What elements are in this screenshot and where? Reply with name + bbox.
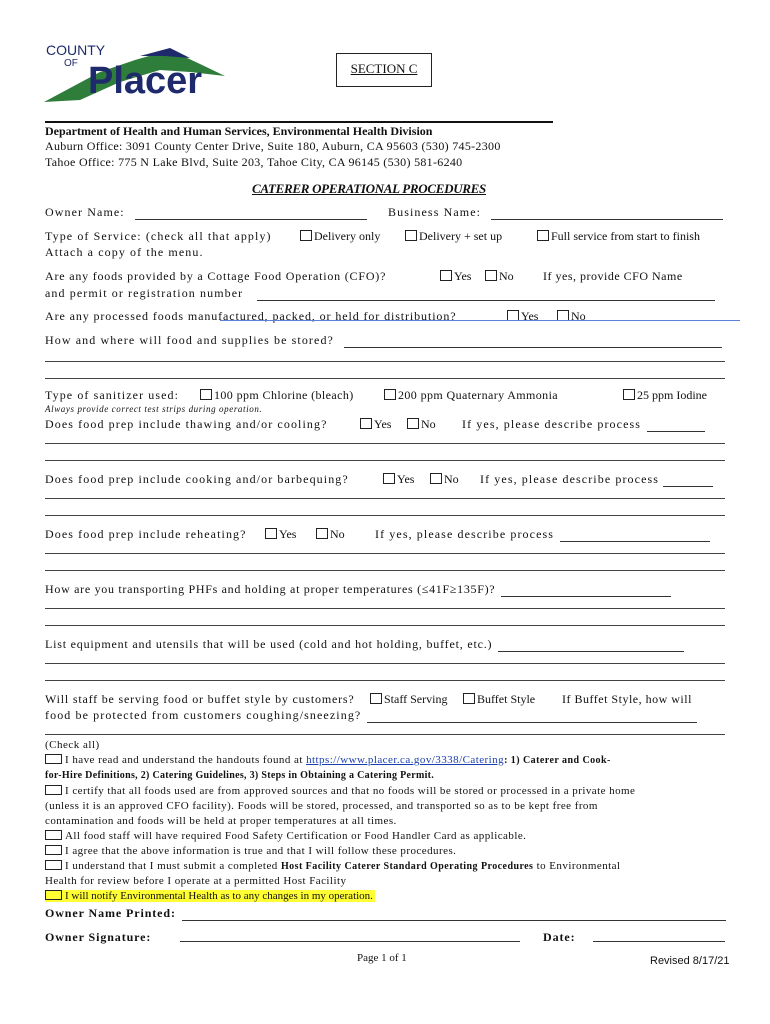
- cfo-permit-row: [45, 286, 715, 301]
- logo-of-text: OF: [64, 58, 78, 69]
- option-label: 100 ppm Chlorine (bleach): [214, 388, 354, 402]
- cook-describe-row: [480, 472, 713, 487]
- option-label: Yes: [279, 527, 297, 541]
- storage-row: [45, 333, 722, 348]
- revised-date: Revised 8/17/21: [650, 955, 730, 967]
- service-delivery-setup-option[interactable]: [405, 229, 502, 244]
- option-label: No: [444, 472, 459, 486]
- option-label: Delivery only: [314, 229, 381, 243]
- ack-notify: [45, 890, 375, 902]
- cfo-yes-option[interactable]: [440, 269, 471, 284]
- business-name-field[interactable]: [491, 208, 723, 220]
- checkbox[interactable]: [485, 270, 497, 281]
- form-title: CATERER OPERATIONAL PROCEDURES: [252, 181, 486, 196]
- answer-line[interactable]: [45, 663, 725, 664]
- ack-text-bold: : 1) Caterer and Cook-: [504, 755, 611, 766]
- thaw-describe-field[interactable]: [647, 420, 705, 432]
- logo-placer-text: Placer: [88, 60, 203, 102]
- sanitizer-label: Type of sanitizer used:: [45, 388, 180, 402]
- transport-field[interactable]: [501, 585, 671, 597]
- option-label: No: [499, 269, 514, 283]
- protect-question: food be protected from customers coughing/sneezing?: [45, 708, 362, 722]
- checkbox[interactable]: [430, 473, 442, 484]
- ack-text: All food staff will have required Food Safety Certification or Food Handler Card as applicable.: [65, 830, 527, 842]
- date-label: Date:: [543, 930, 576, 944]
- sanitizer-quat-option[interactable]: [384, 388, 558, 403]
- sanitizer-note: Always provide correct test strips during operation.: [45, 404, 263, 414]
- reheat-question: Does food prep include reheating?: [45, 527, 247, 541]
- answer-line[interactable]: [45, 570, 725, 571]
- business-name-row: [388, 205, 723, 220]
- answer-line[interactable]: [45, 443, 725, 444]
- processed-no-option[interactable]: [557, 309, 586, 324]
- ack-certify-line3: contamination and foods will be held at proper temperatures at all times.: [45, 815, 397, 827]
- answer-line[interactable]: [45, 680, 725, 681]
- describe-label: If yes, please describe process: [462, 417, 642, 431]
- option-label: Full service from start to finish: [551, 229, 700, 243]
- checkbox[interactable]: [45, 830, 62, 840]
- cfo-ifyes-text: If yes, provide CFO Name: [543, 269, 683, 283]
- signature-field[interactable]: [180, 930, 520, 942]
- signature-label: Owner Signature:: [45, 930, 152, 944]
- section-box: [336, 53, 432, 87]
- answer-line[interactable]: [45, 378, 725, 379]
- checkbox[interactable]: [265, 528, 277, 539]
- ack-handouts-cont: for-Hire Definitions, 2) Catering Guidelines, 3) Steps in Obtaining a Catering Permit.: [45, 770, 435, 781]
- thaw-no-option[interactable]: [407, 417, 436, 432]
- checkbox[interactable]: [45, 860, 62, 870]
- ack-staff: [45, 830, 526, 842]
- ack-text: I agree that the above information is true and that I will follow these procedures.: [65, 845, 457, 857]
- auburn-address: Auburn Office: 3091 County Center Drive, Suite 180, Auburn, CA 95603 (530) 745-2300: [45, 139, 501, 153]
- checkbox[interactable]: [384, 389, 396, 400]
- dept-title: Department of Health and Human Services, Environmental Health Division: [45, 124, 433, 138]
- answer-line[interactable]: [45, 608, 725, 609]
- option-label: No: [571, 309, 586, 323]
- answer-line[interactable]: [45, 734, 725, 735]
- ack-host-line2: Health for review before I operate at a permitted Host Facility: [45, 875, 347, 887]
- owner-name-label: Owner Name:: [45, 205, 125, 219]
- option-label: No: [421, 417, 436, 431]
- serving-staff-option[interactable]: [370, 692, 447, 707]
- printed-name-row: [45, 906, 726, 921]
- cfo-permit-field[interactable]: [257, 289, 715, 301]
- storage-question: How and where will food and supplies be stored?: [45, 333, 334, 347]
- equipment-field[interactable]: [498, 640, 684, 652]
- serving-question: Will staff be serving food or buffet style by customers?: [45, 692, 355, 706]
- printed-name-label: Owner Name Printed:: [45, 906, 176, 920]
- equipment-question: List equipment and utensils that will be used (cold and hot holding, buffet, etc.): [45, 637, 493, 651]
- printed-name-field[interactable]: [182, 909, 726, 921]
- sanitizer-chlorine-option[interactable]: [200, 388, 354, 403]
- thaw-describe-row: [462, 417, 705, 432]
- transport-question: How are you transporting PHFs and holding at proper temperatures (≤41F≥135F)?: [45, 582, 496, 596]
- answer-line[interactable]: [45, 515, 725, 516]
- check-all-label: (Check all): [45, 739, 100, 751]
- answer-line[interactable]: [45, 498, 725, 499]
- ack-text: I certify that all foods used are from approved sources and that no foods will be stored or processed in a private home: [65, 785, 636, 797]
- service-label: Type of Service: (check all that apply): [45, 229, 272, 243]
- page-number: Page 1 of 1: [357, 952, 407, 964]
- reheat-describe-field[interactable]: [560, 530, 710, 542]
- reheat-yes-option[interactable]: [265, 527, 296, 542]
- checkbox[interactable]: [200, 389, 212, 400]
- catering-link[interactable]: https://www.placer.ca.gov/3338/Catering: [306, 754, 505, 766]
- cook-no-option[interactable]: [430, 472, 459, 487]
- option-label: Delivery + set up: [419, 229, 503, 243]
- ack-certify: [45, 785, 635, 797]
- ack-text: I have read and understand the handouts found at: [65, 754, 307, 766]
- answer-line[interactable]: [45, 460, 725, 461]
- processed-question: Are any processed foods manufactured, packed, or held for distribution?: [45, 309, 457, 323]
- ack-text: to Environmental: [533, 860, 621, 872]
- checkbox[interactable]: [440, 270, 452, 281]
- checkbox[interactable]: [537, 230, 549, 241]
- checkbox[interactable]: [45, 754, 62, 764]
- transport-row: [45, 582, 671, 597]
- option-label: 200 ppm Quaternary Ammonia: [398, 388, 559, 402]
- reheat-describe-row: [375, 527, 710, 542]
- option-label: Yes: [454, 269, 472, 283]
- business-name-label: Business Name:: [388, 205, 482, 219]
- storage-field[interactable]: [344, 336, 722, 348]
- date-field[interactable]: [593, 930, 725, 942]
- service-delivery-option[interactable]: [300, 229, 380, 244]
- serving-buffet-option[interactable]: [463, 692, 535, 707]
- protect-field[interactable]: [367, 711, 697, 723]
- sanitizer-iodine-option[interactable]: [623, 388, 707, 403]
- protect-row: [45, 708, 697, 723]
- describe-label: If yes, please describe process: [480, 472, 660, 486]
- checkbox[interactable]: [45, 785, 62, 795]
- serving-ifbuffet: If Buffet Style, how will: [562, 692, 692, 706]
- reheat-no-option[interactable]: [316, 527, 345, 542]
- checkbox[interactable]: [300, 230, 312, 241]
- ack-text: I will notify Environmental Health as to any changes in my operation.: [65, 890, 373, 902]
- cook-question: Does food prep include cooking and/or barbequing?: [45, 472, 349, 486]
- cfo-permit-label: and permit or registration number: [45, 286, 244, 300]
- blue-rule: [220, 320, 740, 321]
- ack-handouts: [45, 754, 611, 766]
- checkbox[interactable]: [383, 473, 395, 484]
- attach-menu-text: Attach a copy of the menu.: [45, 245, 204, 259]
- logo-county-text: COUNTY: [46, 42, 106, 58]
- thaw-yes-option[interactable]: [360, 417, 391, 432]
- checkbox[interactable]: [360, 418, 372, 429]
- ack-host: [45, 860, 620, 872]
- section-label: SECTION C: [350, 61, 418, 76]
- processed-yes-option[interactable]: [507, 309, 538, 324]
- checkbox[interactable]: [316, 528, 328, 539]
- answer-line[interactable]: [45, 625, 725, 626]
- cfo-question: Are any foods provided by a Cottage Food Operation (CFO)?: [45, 269, 387, 283]
- ack-certify-line2: (unless it is an approved CFO facility). Foods will be stored, processed, and transported so as to be kept free from: [45, 800, 598, 812]
- option-label: Staff Serving: [384, 692, 448, 706]
- checkbox[interactable]: [370, 693, 382, 704]
- owner-name-row: [45, 205, 367, 220]
- describe-label: If yes, please describe process: [375, 527, 555, 541]
- ack-agree: [45, 845, 456, 857]
- cfo-no-option[interactable]: [485, 269, 514, 284]
- cook-describe-field[interactable]: [663, 475, 713, 487]
- ack-text: I understand that I must submit a completed: [65, 860, 281, 872]
- checkbox[interactable]: [463, 693, 475, 704]
- tahoe-address: Tahoe Office: 775 N Lake Blvd, Suite 203, Tahoe City, CA 96145 (530) 581-6240: [45, 155, 463, 169]
- option-label: Yes: [374, 417, 392, 431]
- option-label: 25 ppm Iodine: [637, 388, 707, 402]
- answer-line[interactable]: [45, 553, 725, 554]
- ack-text-bold: Host Facility Caterer Standard Operating Procedures: [280, 861, 534, 872]
- header-rule: [45, 121, 553, 123]
- owner-name-field[interactable]: [135, 208, 367, 220]
- checkbox[interactable]: [45, 890, 62, 900]
- checkbox[interactable]: [45, 845, 62, 855]
- option-label: Yes: [397, 472, 415, 486]
- county-logo: [40, 42, 230, 114]
- answer-line[interactable]: [45, 361, 725, 362]
- cook-yes-option[interactable]: [383, 472, 414, 487]
- thaw-question: Does food prep include thawing and/or cooling?: [45, 417, 328, 431]
- option-label: Yes: [521, 309, 539, 323]
- option-label: No: [330, 527, 345, 541]
- checkbox[interactable]: [407, 418, 419, 429]
- option-label: Buffet Style: [477, 692, 536, 706]
- checkbox[interactable]: [623, 389, 635, 400]
- equipment-row: [45, 637, 684, 652]
- service-full-option[interactable]: [537, 229, 700, 244]
- checkbox[interactable]: [405, 230, 417, 241]
